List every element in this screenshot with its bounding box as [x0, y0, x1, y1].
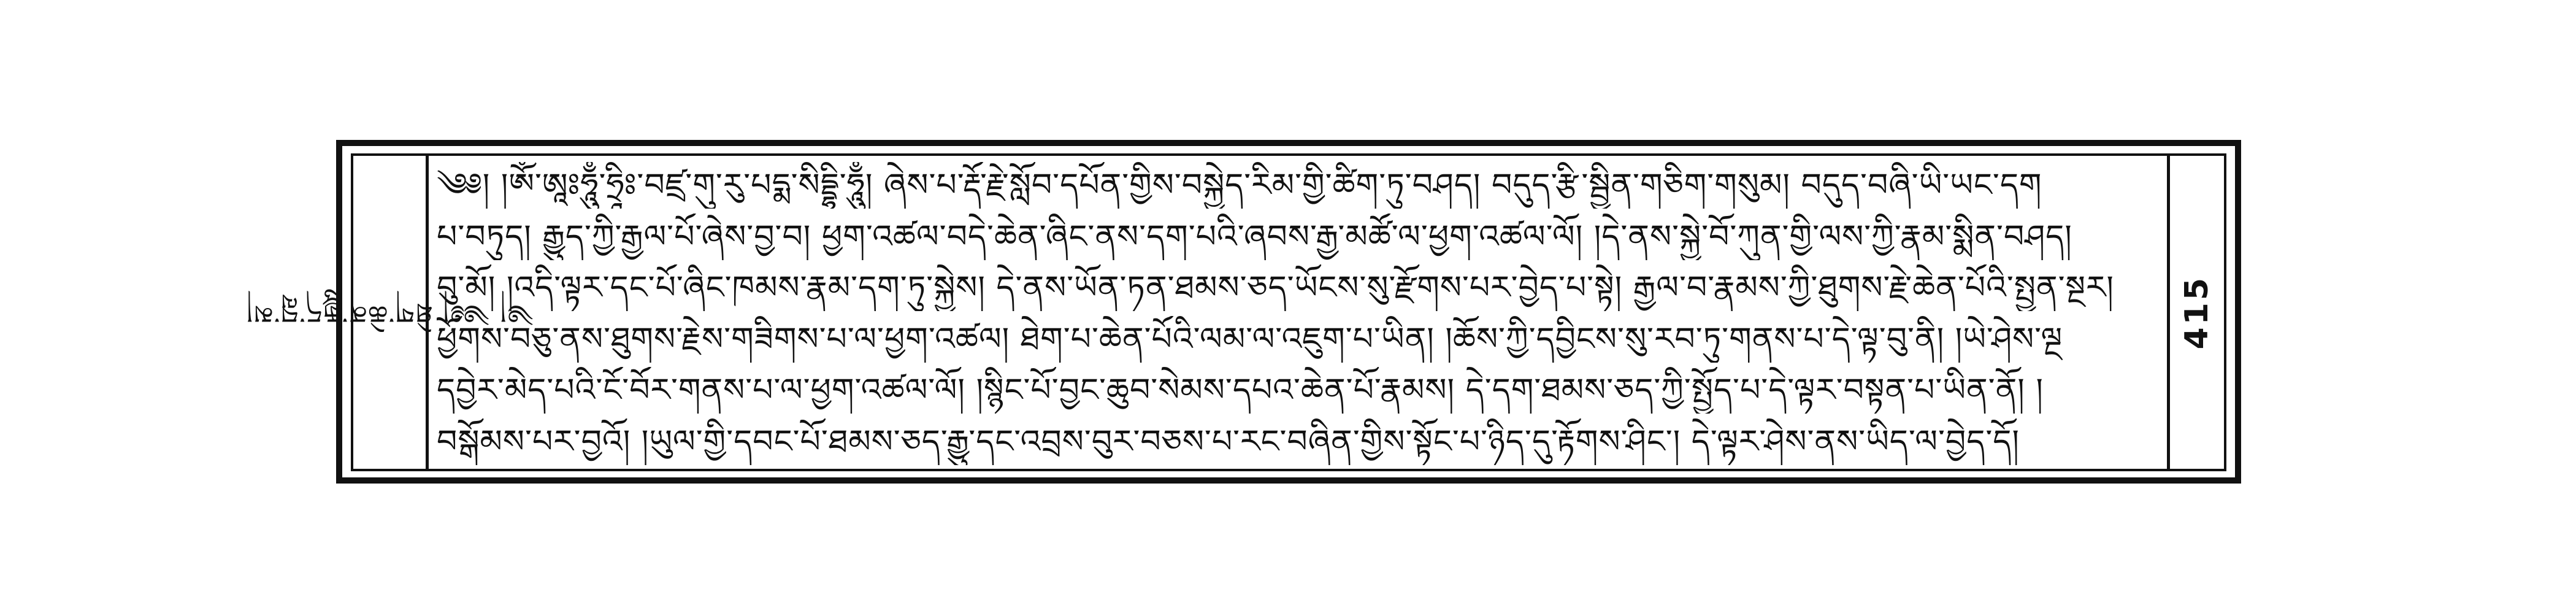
pecha-inner-border	[245, 153, 2226, 471]
text-line-3: བུ་མོ། །འདི་ལྟར་དང་པོ་ཞིང་ཁམས་རྣམ་དག་ཏུ་སྐྱེས། དེ་ནས་ཡོན་ཏན་ཐམས་ཅད་ཡོངས་སུ་རྫོགས་པར་བྱེད་པ་སྟེ། རྒྱལ་བ་རྣམས་ཀྱི་ཐུགས་རྗེ་ཆེན་པོའི་སྤྱན་སྔར།	[437, 269, 2114, 307]
left-margin	[245, 156, 534, 469]
text-line-5: དབྱེར་མེད་པའི་ངོ་བོར་གནས་པ་ལ་ཕྱག་འཚལ་ལོ། །སྙིང་པོ་བྱང་ཆུབ་སེམས་དཔའ་ཆེན་པོ་རྣམས། དེ་དག་ཐམས་ཅད་ཀྱི་སྤྱོད་པ་དེ་ལྟར་བསྟན་པ་ཡིན་ནོ། །	[437, 372, 2044, 409]
margin-title: ༄། ༄༅། ཐེག་ཆེན་རྒྱུད་བླ་མ།	[245, 297, 534, 328]
text-line-1: ༄༅། །ཨོཾ་ཨཱཿཧཱུྃ་ཧྲཱིཿ་བཛྲ་གུ་རུ་པདྨ་སིདྡྷི་ཧཱུྃ། ཞེས་པ་རྡོ་རྗེ་སློབ་དཔོན་གྱིས་བསྐྱེད་རིམ་གྱི་ཚིག་ཏུ་བཤད། བདུད་རྩི་སྦྱིན་གཅིག་གསུམ། བདུད་བཞི་ཡི་ཡང་དག	[437, 167, 2042, 204]
pecha-page	[245, 140, 2241, 484]
right-margin	[2167, 156, 2224, 469]
folio-number: 415	[2179, 275, 2215, 350]
text-block	[437, 162, 2163, 465]
text-line-4: ཕྱོགས་བཅུ་ནས་ཐུགས་རྗེས་གཟིགས་པ་ལ་ཕྱག་འཚལ། ཐེག་པ་ཆེན་པོའི་ལམ་ལ་འཇུག་པ་ཡིན། །ཆོས་ཀྱི་དབྱིངས་སུ་རབ་ཏུ་གནས་པ་དེ་ལྟ་བུ་ནི། །ཡེ་ཤེས་ལྔ	[437, 320, 2063, 358]
text-line-6: བསྒོམས་པར་བྱའོ། །ཡུལ་གྱི་དབང་པོ་ཐམས་ཅད་རྒྱུ་དང་འབྲས་བུར་བཅས་པ་རང་བཞིན་གྱིས་སྟོང་པ་ཉིད་དུ་རྟོགས་ཤིང་། དེ་ལྟར་ཤེས་ནས་ཡིད་ལ་བྱེད་དོ།	[437, 423, 2020, 460]
text-line-2: པ་བཏུད། རྒྱུད་ཀྱི་རྒྱལ་པོ་ཞེས་བྱ་བ། ཕྱག་འཚལ་བདེ་ཆེན་ཞིང་ནས་དག་པའི་ཞབས་རྒྱ་མཚོ་ལ་ཕྱག་འཚལ་ལོ། །དེ་ནས་སྐྱེ་བོ་ཀུན་གྱི་ལས་ཀྱི་རྣམ་སྨིན་བཤད།	[437, 218, 2072, 255]
